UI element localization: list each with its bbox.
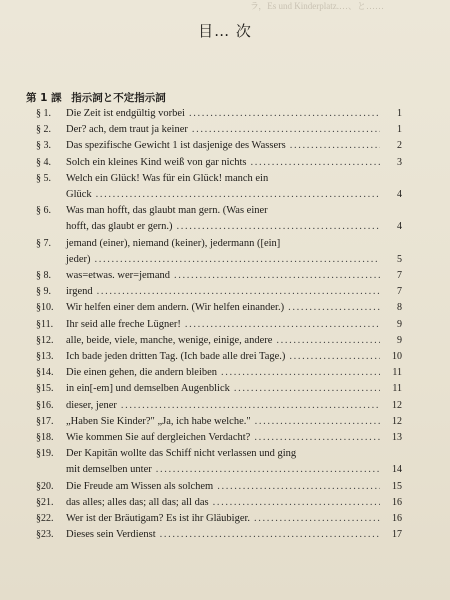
entry-title: das alles; alles das; all das; all das: [66, 496, 209, 508]
toc-entry: [36, 284, 402, 300]
entry-title: Wir helfen einer dem andern. (Wir helfen einander.): [66, 302, 285, 314]
dot-leader: [276, 333, 380, 349]
dot-leader: [185, 317, 380, 333]
toc-entry: [36, 317, 402, 333]
page-number: 16: [392, 496, 402, 508]
entry-title: dieser, jener: [66, 399, 117, 411]
page-number: 9: [397, 318, 402, 330]
page-number: 9: [397, 334, 402, 346]
entry-title: alle, beide, viele, manche, wenige, einige, andere: [66, 334, 273, 346]
page-number: 8: [397, 302, 402, 314]
dot-leader: [121, 398, 380, 414]
entry-title: Die einen gehen, die andern bleiben: [66, 367, 218, 379]
section-number: § 2.: [36, 124, 51, 136]
page-number: 11: [392, 383, 402, 395]
section-number: §16.: [36, 399, 54, 411]
section-number: § 3.: [36, 140, 51, 152]
section-number: §15.: [36, 383, 54, 395]
page-number: 10: [392, 351, 402, 363]
entry-title: Was man hofft, das glaubt man gern. (Was einer: [66, 205, 268, 217]
page-number: 16: [392, 513, 402, 525]
lesson-title: 指示詞と不定指示詞: [71, 92, 166, 104]
page-number: 13: [392, 432, 402, 444]
entry-title: jemand (einer), niemand (keiner), jedermann ([ein]: [66, 237, 281, 249]
section-number: § 6.: [36, 205, 51, 217]
page-number: 15: [392, 480, 402, 492]
entry-title: Ihr seid alle freche Lügner!: [66, 318, 181, 330]
toc-entry: [36, 495, 402, 511]
toc-entry: [36, 268, 402, 284]
toc-entry: [36, 527, 402, 543]
dot-leader: [177, 219, 380, 235]
page-number: 4: [397, 189, 402, 201]
page-number: 7: [397, 270, 402, 282]
section-number: §20.: [36, 480, 54, 492]
toc-entry: [36, 430, 402, 446]
dot-leader: [254, 511, 380, 527]
section-number: §17.: [36, 415, 54, 427]
dot-leader: [213, 495, 380, 511]
entry-title: Dieses sein Verdienst: [66, 529, 156, 541]
section-number: § 4.: [36, 156, 51, 168]
page-number: 1: [397, 124, 402, 136]
dot-leader: [254, 430, 380, 446]
toc-entry: [36, 106, 402, 122]
dot-leader: [289, 349, 380, 365]
toc-entry: [36, 381, 402, 397]
section-number: §23.: [36, 529, 54, 541]
dot-leader: [160, 527, 380, 543]
entry-title: „Haben Sie Kinder?" „Ja, ich habe welche.": [66, 415, 251, 427]
dot-leader: [251, 155, 380, 171]
entry-title: in ein[-em] und demselben Augenblick: [66, 383, 230, 395]
entry-title: Ich bade jeden dritten Tag. (Ich bade alle drei Tage.): [66, 351, 286, 363]
toc-entry: [36, 446, 402, 478]
section-number: § 7.: [36, 237, 51, 249]
entry-title: Wer ist der Bräutigam? Es ist ihr Gläubiger.: [66, 513, 251, 525]
entry-title: Solch ein kleines Kind weiß von gar nichts: [66, 156, 247, 168]
entry-continuation: Glück: [66, 189, 92, 201]
dot-leader: [221, 365, 380, 381]
toc-entry: [36, 122, 402, 138]
toc-entry: [36, 365, 402, 381]
section-number: § 1.: [36, 108, 51, 119]
toc-entry: [36, 349, 402, 365]
entry-continuation: mit demselben unter: [66, 464, 152, 476]
section-number: § 8.: [36, 270, 51, 282]
section-number: §14.: [36, 367, 54, 379]
section-number: §13.: [36, 351, 54, 363]
dot-leader: [288, 300, 380, 316]
dot-leader: [192, 122, 380, 138]
toc-entry: [36, 236, 402, 268]
page-number: 7: [397, 286, 402, 298]
entry-continuation: jeder): [66, 253, 91, 265]
dot-leader: [94, 252, 380, 268]
section-number: § 9.: [36, 286, 51, 298]
entry-title: was=etwas. wer=jemand: [66, 270, 170, 282]
entry-title: Wie kommen Sie auf dergleichen Verdacht?: [66, 432, 251, 444]
table-of-contents: [36, 106, 402, 543]
section-number: § 5.: [36, 172, 51, 184]
toc-entry: [36, 203, 402, 235]
dot-leader: [174, 268, 380, 284]
dot-leader: [96, 187, 380, 203]
toc-entry: [36, 414, 402, 430]
dot-leader: [97, 284, 380, 300]
page-number: 1: [397, 108, 402, 119]
toc-entry: [36, 155, 402, 171]
section-number: §12.: [36, 334, 54, 346]
section-number: §21.: [36, 496, 54, 508]
entry-title: Der? ach, dem traut ja keiner: [66, 124, 188, 136]
section-number: §10.: [36, 302, 54, 314]
section-number: §19.: [36, 448, 54, 460]
entry-title: Der Kapitän wollte das Schiff nicht verlassen und ging: [66, 448, 297, 460]
page-number: 4: [397, 221, 402, 233]
entry-title: Das spezifische Gewicht 1 ist dasjenige des Wassers: [66, 140, 286, 152]
entry-continuation: hofft, das glaubt er gern.): [66, 221, 173, 233]
page-number: 12: [392, 415, 402, 427]
dot-leader: [290, 138, 380, 154]
toc-entry: [36, 300, 402, 316]
page-number: 12: [392, 399, 402, 411]
page-number: 14: [392, 464, 402, 476]
page-number: 3: [397, 156, 402, 168]
entry-title: Welch ein Glück! Was für ein Glück! manch ein: [66, 172, 269, 184]
section-number: §18.: [36, 432, 54, 444]
page-number: 11: [392, 367, 402, 379]
page-number: 5: [397, 253, 402, 265]
dot-leader: [217, 479, 380, 495]
toc-entry: [36, 479, 402, 495]
page-number: 2: [397, 140, 402, 152]
toc-entry: [36, 333, 402, 349]
toc-entry: [36, 171, 402, 203]
dot-leader: [255, 414, 380, 430]
entry-title: irgend: [66, 286, 93, 298]
page-title: 目… 次: [198, 22, 252, 40]
lesson-heading: [26, 90, 166, 105]
toc-entry: [36, 138, 402, 154]
entry-title: Die Freude am Wissen als solchem: [66, 480, 214, 492]
toc-entry: [36, 398, 402, 414]
dot-leader: [189, 106, 380, 122]
lesson-number: 第 1 課: [26, 92, 62, 104]
bleed-through-text: ラ，Es und Kinderplatz.…、と……: [250, 1, 385, 11]
dot-leader: [234, 381, 380, 397]
entry-title: Die Zeit ist endgültig vorbei: [66, 108, 185, 119]
toc-entry: [36, 511, 402, 527]
dot-leader: [156, 462, 380, 478]
section-number: §22.: [36, 513, 54, 525]
page-number: 17: [392, 529, 402, 541]
section-number: §11.: [36, 318, 54, 330]
